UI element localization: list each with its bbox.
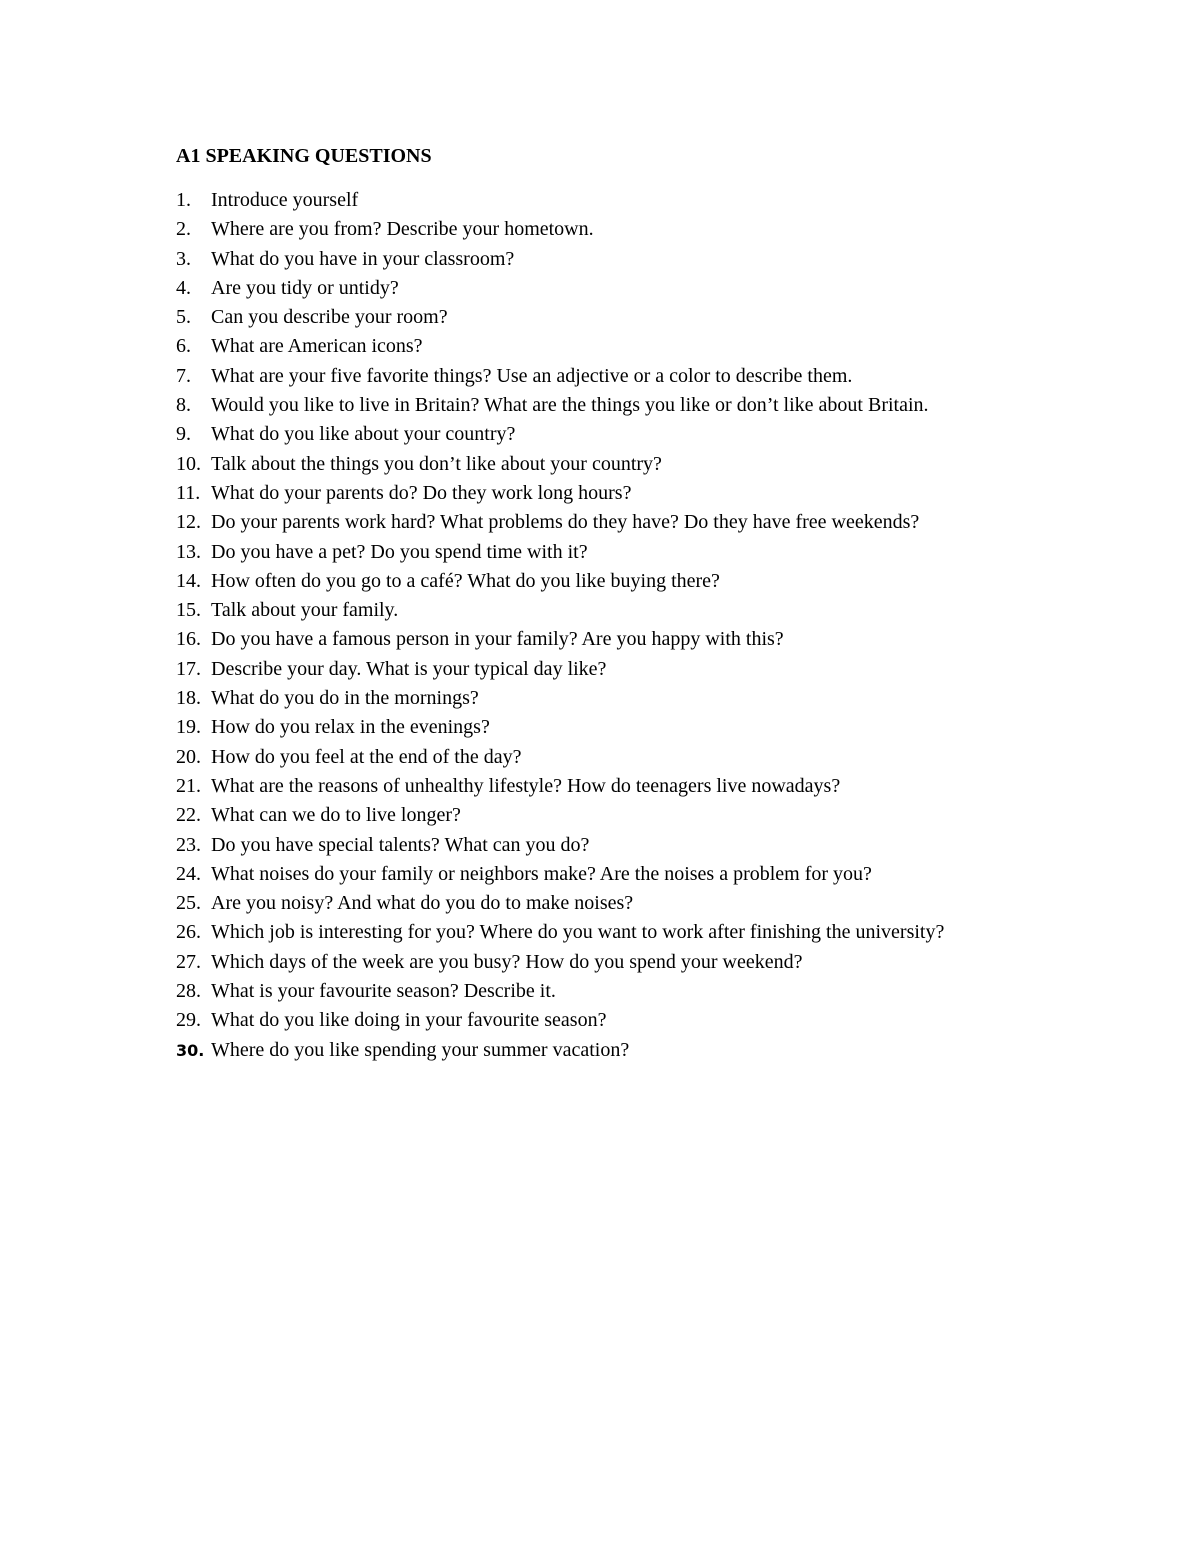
question-text: What are your five favorite things? Use an adjective or a color to describe them. [211,364,853,387]
question-list [176,186,1076,1065]
question-text: What can we do to live longer? [211,804,461,827]
list-item [176,801,1076,830]
question-number: 26. [176,921,201,944]
list-item [176,713,1076,742]
list-item [176,743,1076,772]
question-number: 3. [176,247,191,270]
question-number: 23. [176,833,201,856]
question-text: Do you have a famous person in your family? Are you happy with this? [211,628,784,651]
question-text: What are American icons? [211,335,423,358]
question-text: Talk about your family. [211,599,399,622]
list-item [176,918,1076,947]
list-item [176,625,1076,654]
list-item [176,303,1076,332]
question-text: How do you relax in the evenings? [211,716,490,739]
question-number: 14. [176,569,201,592]
list-item [176,538,1076,567]
question-text: What are the reasons of unhealthy lifestyle? How do teenagers live nowadays? [211,774,841,797]
question-number: 8. [176,394,191,417]
question-text: Do your parents work hard? What problems do they have? Do they have free weekends? [211,511,920,534]
list-item [176,831,1076,860]
list-item [176,684,1076,713]
question-text: What do you like about your country? [211,423,516,446]
question-text: Are you tidy or untidy? [211,276,399,299]
question-text: What do you have in your classroom? [211,247,515,270]
list-item [176,948,1076,977]
question-text: How often do you go to a café? What do you like buying there? [211,569,720,592]
question-number: 17. [176,657,201,680]
question-number: 19. [176,716,201,739]
question-text: Do you have special talents? What can you do? [211,833,590,856]
question-text: What do you do in the mornings? [211,687,479,710]
list-item [176,860,1076,889]
list-item [176,977,1076,1006]
question-number: 5. [176,306,191,329]
list-item [176,362,1076,391]
list-item [176,596,1076,625]
question-text: Do you have a pet? Do you spend time with it? [211,540,588,563]
question-number: 22. [176,804,201,827]
question-number: 29. [176,1009,201,1032]
list-item [176,772,1076,801]
question-number: 20. [176,745,201,768]
list-item [176,1036,1076,1065]
list-item [176,508,1076,537]
question-text: Can you describe your room? [211,306,448,329]
question-text: Where do you like spending your summer vacation? [211,1038,630,1061]
list-item [176,655,1076,684]
question-number: 11. [176,481,201,504]
question-text: Talk about the things you don’t like about your country? [211,452,662,475]
question-number: 24. [176,862,201,885]
question-number: 12. [176,511,201,534]
question-text: Which days of the week are you busy? How do you spend your weekend? [211,950,803,973]
list-item [176,420,1076,449]
list-item [176,186,1076,215]
list-item [176,479,1076,508]
question-text: Introduce yourself [211,189,359,211]
question-text: Would you like to live in Britain? What are the things you like or don’t like about Britain. [211,394,929,417]
question-number: 15. [176,599,201,622]
question-number: 4. [176,276,191,299]
question-text: Which job is interesting for you? Where do you want to work after finishing the university? [211,921,945,944]
question-number: 10. [176,452,201,475]
question-number: 6. [176,335,191,358]
list-item [176,245,1076,274]
list-item [176,391,1076,420]
list-item [176,1006,1076,1035]
page-title: A1 SPEAKING QUESTIONS [176,145,432,167]
question-number: 21. [176,774,201,797]
list-item [176,889,1076,918]
question-number: 9. [176,423,191,446]
list-item [176,567,1076,596]
question-text: What noises do your family or neighbors make? Are the noises a problem for you? [211,862,872,885]
list-item [176,274,1076,303]
question-text: What do your parents do? Do they work long hours? [211,481,632,504]
question-text: Describe your day. What is your typical day like? [211,657,607,680]
question-number: 13. [176,540,201,563]
list-item [176,332,1076,361]
question-text: Are you noisy? And what do you do to make noises? [211,892,634,915]
question-number: 30. [176,1040,205,1060]
question-number: 16. [176,628,201,651]
question-text: What do you like doing in your favourite season? [211,1009,607,1032]
question-number: 2. [176,218,191,241]
list-item [176,450,1076,479]
list-item [176,215,1076,244]
question-number: 27. [176,950,201,973]
question-text: How do you feel at the end of the day? [211,745,522,768]
question-text: What is your favourite season? Describe it. [211,980,556,1003]
question-text: Where are you from? Describe your hometown. [211,218,594,241]
question-number: 1. [176,189,191,211]
question-number: 18. [176,687,201,710]
question-number: 28. [176,980,201,1003]
question-number: 7. [176,364,191,387]
question-number: 25. [176,892,201,915]
